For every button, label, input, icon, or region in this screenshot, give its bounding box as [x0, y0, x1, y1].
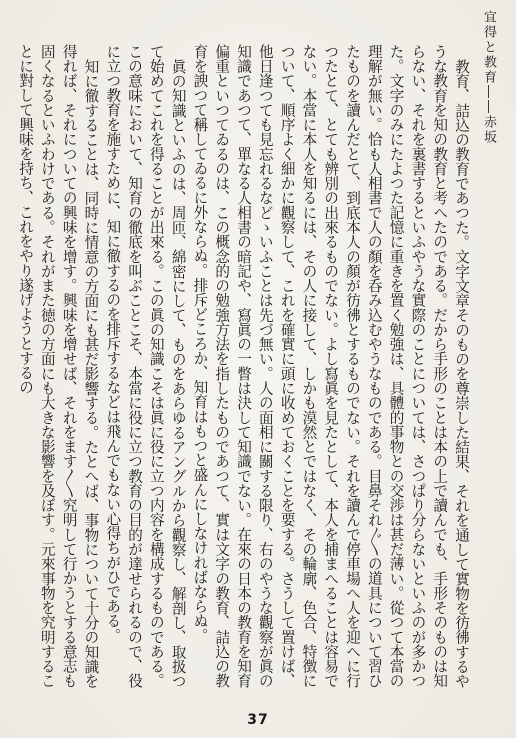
paragraph: 眞の知識といふのは、周匝、綿密にして、ものをあらゆるアングルから觀察し、解剖し、取扱つて始めてこれを得ることが出來る。この眞の知識こそは眞に役に立つ内容を構成するものである。この意味において、知育の徹底を叫ぶことこそ、本當に役に立つ教育の目的が達せられるので、役に立つ教育を施すために、知に徹するのを排斥するなどは飛んでもない心得ちがひである。: [104, 44, 187, 688]
running-head: 宜得と教育――赤坂: [481, 10, 496, 145]
paragraph: 教育、詰込の教育であつた。文字文章そのものを尊崇した結果、それを通して實物を彷彿するやうな教育を知の教育と考へたのである。だから手形のことは本の上で讀んでも、手形そのものは知らない、それを裏書するといふやうな實際のことについては、さつぱり分らないといふのが多かつた。文字のみにたよつた記憶に重きを置く勉強は、具體的事物との交渉は甚だ薄い。從つて本當の理解が無い。恰も人相書で人の顏を呑み込むやうなものである。目鼻それ〴〵の道具について習ひたものを讀んだとて、到底本人の顏が彷彿とするものでない。それを讀んで停車場へ人を迎へに行つたとて、とても辨別の出來るものでない。よし寫眞を見たとして、本人を捕まへることは容易でない。本當に本人を知るには、その人に接して、しかも漠然とではなく、その輪廓、色合、特徴について、順序よく細かに觀察して、これを確實に頭に收めておくことを要する。さうして置けば、他日逢つても見忘れるなどゝいふことは先づ無い。人の面相に關する限り、右のやうな觀察が眞の知識であつて、單なる人相書の暗記や、寫眞の一瞥は決して知識でない。在來の日本の教育を知育偏重といつてゐるのは、この概念的の勉強方法を指したものであつて、實は文字の教育、詰込の教育を諛つて稱してゐるに外ならぬ。排斥どころか、知育はもつと盛んにしなければならぬ。: [191, 44, 470, 688]
paragraph: 知に徹することは、同時に情意の方面にも甚だ影響する。たとへば、事物について十分の知識を得れば、それについての興味を增す。興味を增せば、それをます〳〵究明して行かうとする意志も固くなるといふわけである。それがまた徳の方面にも大きな影響を及ぼす。元來事物を究明することに對して興味を持ち、これをやり遂げようとするの: [17, 44, 100, 688]
body-text: [17, 44, 472, 688]
page-number: 37: [247, 712, 269, 728]
